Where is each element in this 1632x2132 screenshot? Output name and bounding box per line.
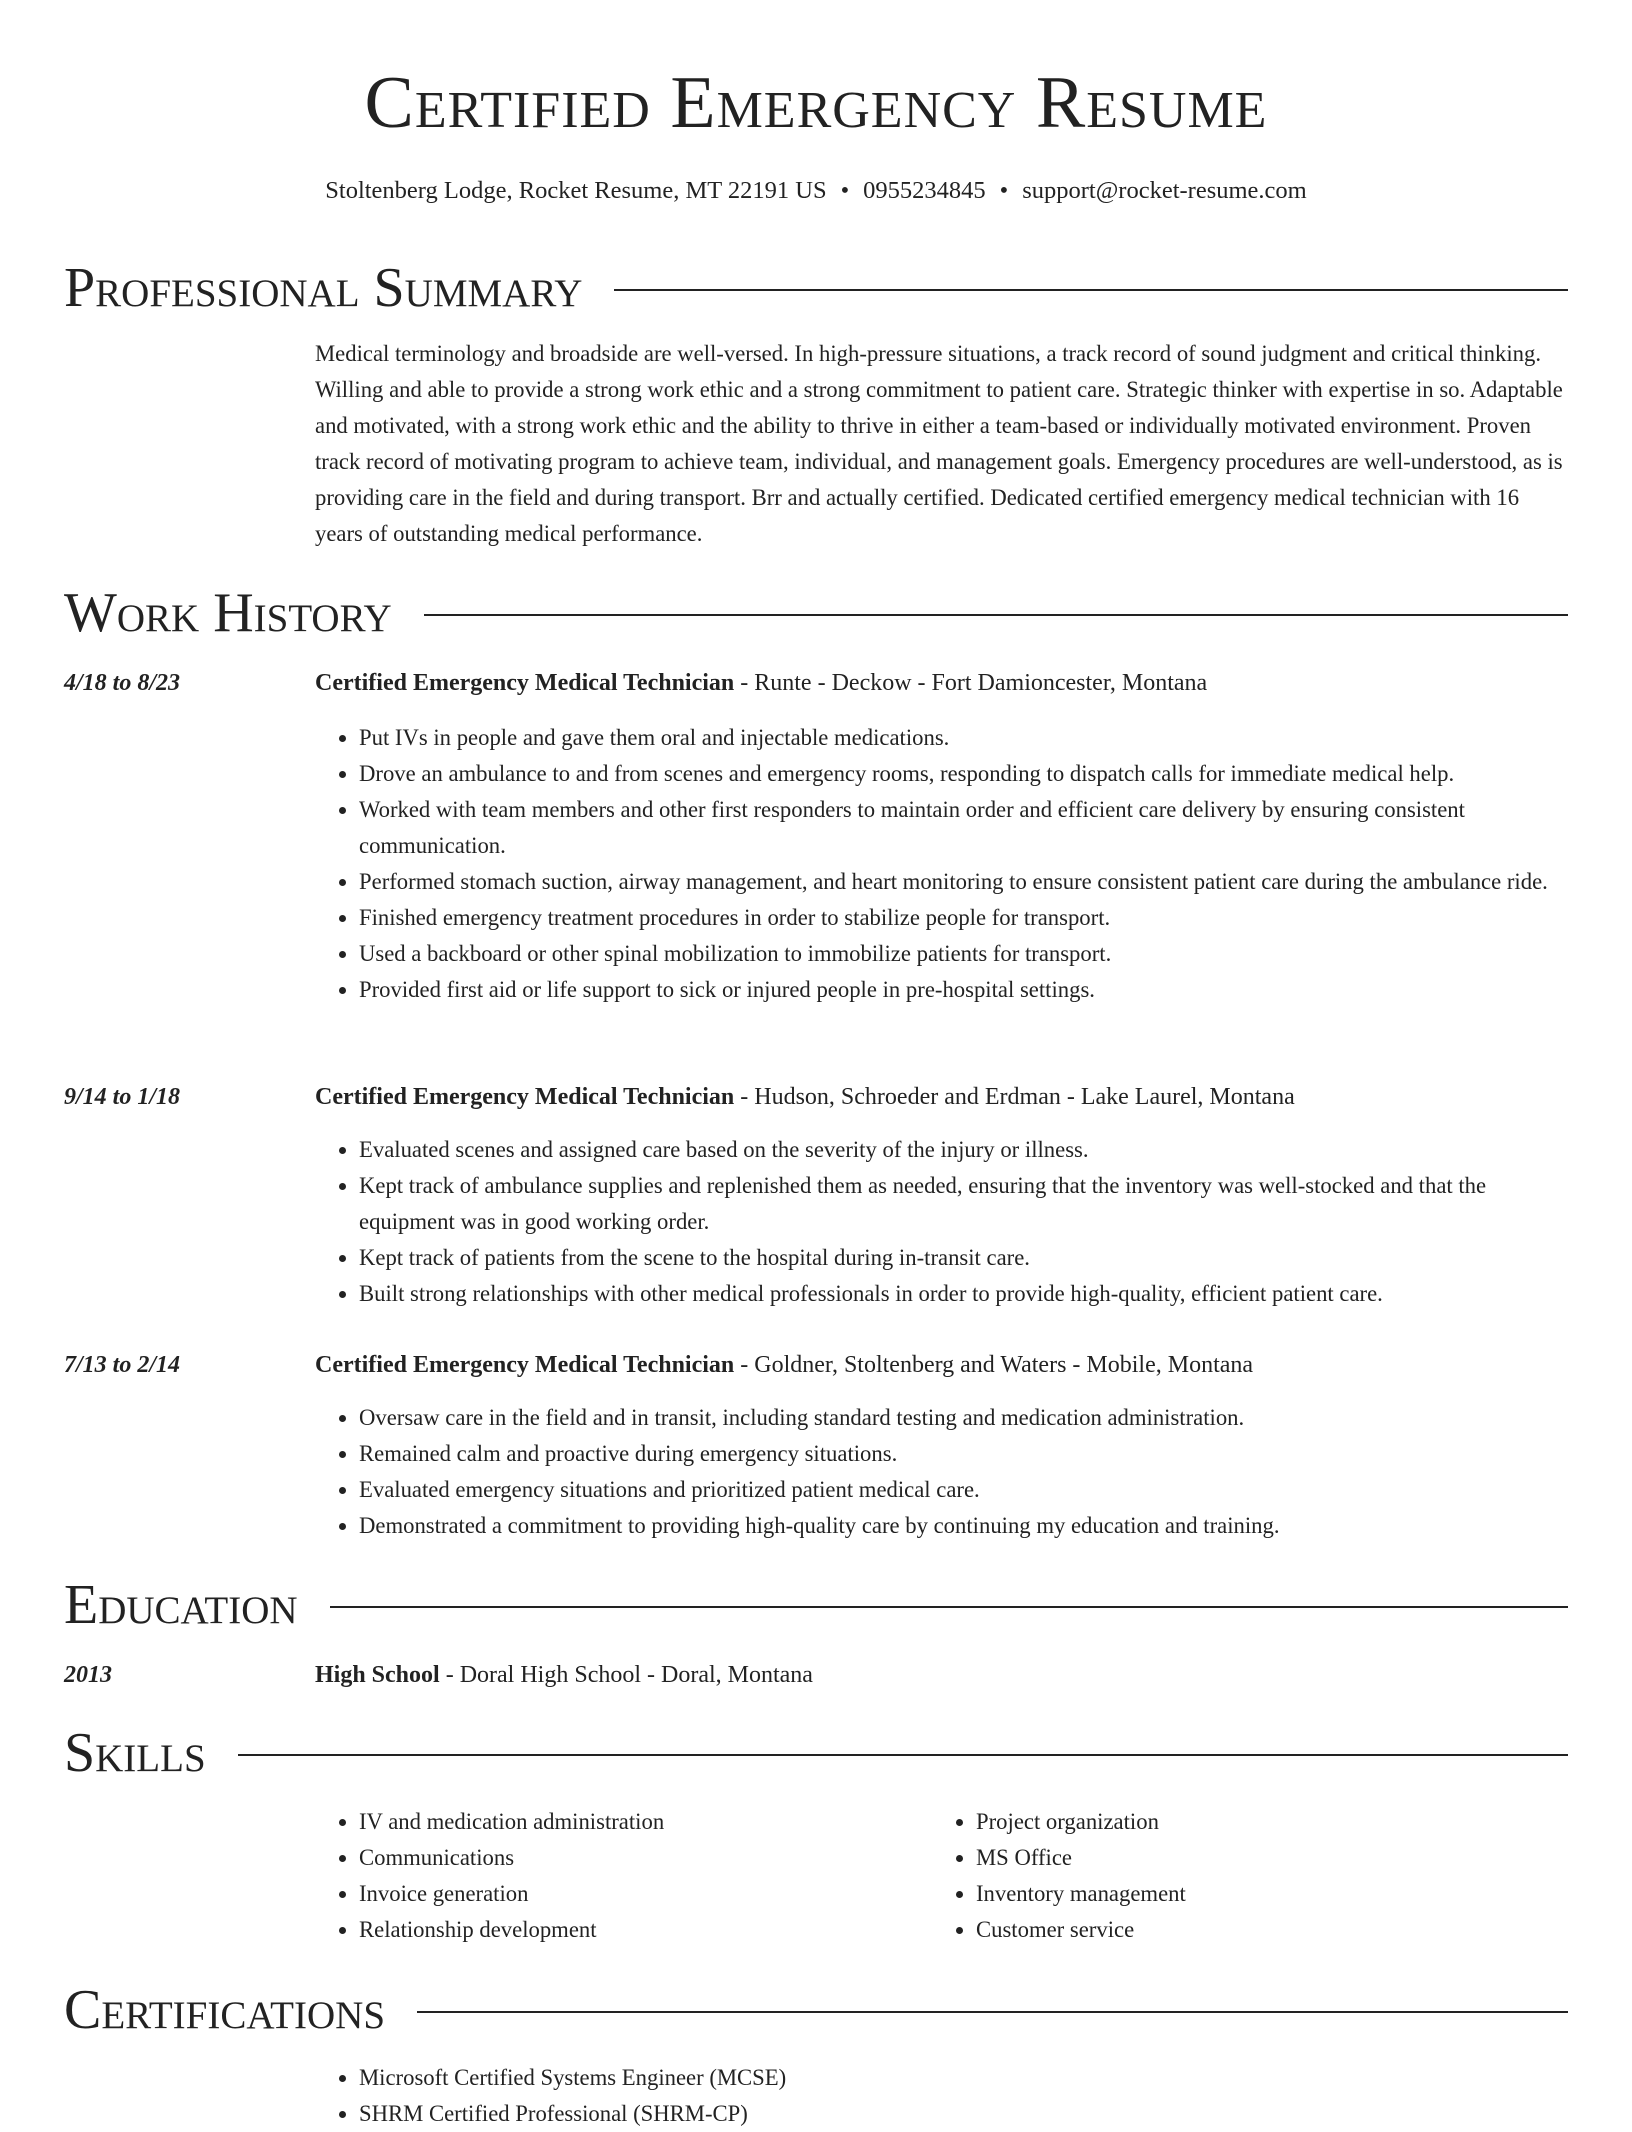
certification-item: • SHRM Certified Professional (SHRM-CP) [359, 2096, 1575, 2132]
job-dates: 7/13 to 2/14 [64, 1352, 181, 1378]
list-item: • Worked with team members and other first responders to maintain order and efficient care delivery by ensuring consistent communication. [359, 792, 1575, 864]
contact-email: support@rocket-resume.com [1022, 177, 1307, 204]
job-bullets [315, 1400, 1575, 1544]
section-divider [238, 1754, 1568, 1756]
skill-item: • Communications [359, 1840, 915, 1876]
section-divider [424, 614, 1568, 616]
section-title: Certifications [64, 1979, 386, 2041]
skill-item: • Invoice generation [359, 1876, 915, 1912]
education-entry [315, 1657, 1575, 1693]
job-title: Certified Emergency Medical Technician [315, 670, 735, 696]
skills-list-left [315, 1804, 915, 1948]
list-item: • Provided first aid or life support to sick or injured people in pre-hospital settings. [359, 972, 1575, 1008]
skill-item: • Inventory management [976, 1876, 1532, 1912]
list-item: • Kept track of ambulance supplies and replenished them as needed, ensuring that the inventory was well-stocked and that the equipment was in good working order. [359, 1168, 1575, 1240]
job-heading [315, 1079, 1575, 1115]
skill-item: • Project organization [976, 1804, 1532, 1840]
section-heading-summary [64, 253, 1568, 323]
list-item: • Demonstrated a commitment to providing high-quality care by continuing my education and training. [359, 1508, 1575, 1544]
contact-phone: 0955234845 [863, 177, 986, 204]
list-item: • Used a backboard or other spinal mobilization to immobilize patients for transport. [359, 936, 1575, 972]
summary-text: Medical terminology and broadside are well-versed. In high-pressure situations, a track record of sound judgment and critical thinking. Willing and able to provide a strong work ethic and a strong commitment to patient care. Strategic thinker with expertise in so. Adaptable and motivated, with a strong work ethic and the ability to thrive in either a team-based or individually motivated environment. Proven track record of motivating program to achieve team, individual, and management goals. Emergency procedures are well-understood, as is providing care in the field and during transport. Brr and actually certified. Dedicated certified emergency medical technician with 16 years of outstanding medical performance. [315, 341, 1563, 546]
skill-item: • Relationship development [359, 1912, 915, 1948]
certification-item: • Microsoft Certified Systems Engineer (MCSE) [359, 2060, 1575, 2096]
section-title: Skills [64, 1722, 206, 1784]
section-title: Education [64, 1574, 298, 1636]
contact-separator: • [840, 177, 850, 204]
list-item: • Put IVs in people and gave them oral and injectable medications. [359, 720, 1575, 756]
section-heading-skills [64, 1718, 1568, 1788]
list-item: • Built strong relationships with other medical professionals in order to provide high-quality, efficient patient care. [359, 1276, 1575, 1312]
list-item: • Kept track of patients from the scene to the hospital during in-transit care. [359, 1240, 1575, 1276]
resume-name: Certified Emergency Resume [364, 62, 1268, 144]
job-employer: - Hudson, Schroeder and Erdman - Lake Laurel, Montana [734, 1084, 1295, 1110]
section-title: Work History [64, 582, 392, 644]
certifications-list [315, 2060, 1575, 2132]
skill-item: • IV and medication administration [359, 1804, 915, 1840]
job-heading [315, 665, 1575, 701]
education-school: - Doral High School - Doral, Montana [439, 1662, 813, 1688]
skills-list-right [932, 1804, 1532, 1948]
job-title: Certified Emergency Medical Technician [315, 1084, 735, 1110]
section-heading-education [64, 1570, 1568, 1640]
job-bullets [315, 1132, 1575, 1312]
list-item: • Drove an ambulance to and from scenes and emergency rooms, responding to dispatch calls for immediate medical help. [359, 756, 1575, 792]
contact-line [0, 174, 1632, 208]
section-divider [330, 1606, 1568, 1608]
job-heading [315, 1347, 1575, 1383]
education-degree: High School [315, 1662, 440, 1688]
list-item: • Performed stomach suction, airway management, and heart monitoring to ensure consistent patient care during the ambulance ride. [359, 864, 1575, 900]
section-divider [417, 2011, 1568, 2013]
contact-address: Stoltenberg Lodge, Rocket Resume, MT 22191 US [325, 177, 827, 204]
job-dates: 4/18 to 8/23 [64, 670, 181, 696]
list-item: • Remained calm and proactive during emergency situations. [359, 1436, 1575, 1472]
section-divider [614, 289, 1568, 291]
section-heading-work-history [64, 578, 1568, 648]
section-heading-certifications [64, 1975, 1568, 2045]
job-title: Certified Emergency Medical Technician [315, 1352, 735, 1378]
job-bullets [315, 720, 1575, 1008]
job-employer: - Goldner, Stoltenberg and Waters - Mobile, Montana [734, 1352, 1254, 1378]
job-employer: - Runte - Deckow - Fort Damioncester, Montana [734, 670, 1208, 696]
list-item: • Oversaw care in the field and in transit, including standard testing and medication administration. [359, 1400, 1575, 1436]
job-dates: 9/14 to 1/18 [64, 1084, 181, 1110]
education-year: 2013 [64, 1662, 112, 1688]
list-item: • Finished emergency treatment procedures in order to stabilize people for transport. [359, 900, 1575, 936]
list-item: • Evaluated scenes and assigned care based on the severity of the injury or illness. [359, 1132, 1575, 1168]
section-title: Professional Summary [64, 257, 583, 319]
skill-item: • MS Office [976, 1840, 1532, 1876]
contact-separator: • [999, 177, 1009, 204]
list-item: • Evaluated emergency situations and prioritized patient medical care. [359, 1472, 1575, 1508]
skill-item: • Customer service [976, 1912, 1532, 1948]
